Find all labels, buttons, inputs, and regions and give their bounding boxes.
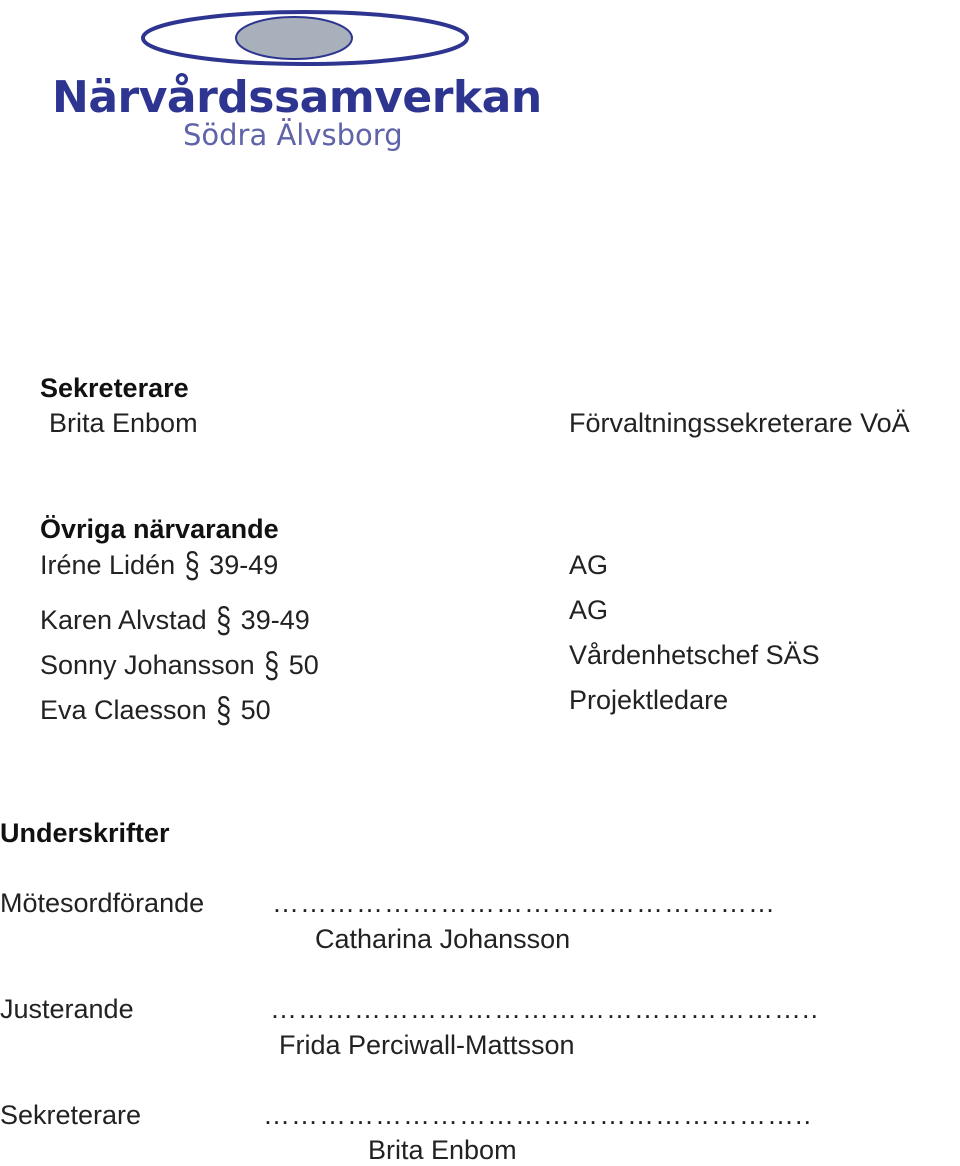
secretary-name: Brita Enbom — [49, 408, 198, 438]
section-symbol: § — [264, 644, 280, 686]
secretary-heading: Sekreterare — [40, 373, 189, 403]
secretary-title: Förvaltningssekreterare VoÄ — [569, 408, 910, 438]
attendee-name: Iréne Lidén — [40, 550, 176, 580]
attendee-paragraphs: 50 — [288, 650, 319, 680]
attendee-paragraphs: 50 — [240, 695, 271, 725]
signature-label: Mötesordförande — [0, 888, 205, 918]
signature-label: Justerande — [0, 994, 134, 1024]
section-symbol: § — [216, 599, 232, 641]
attendee-paragraphs: 39-49 — [240, 605, 310, 635]
signature-line: ………………………………………………….. — [263, 1100, 813, 1130]
section-symbol: § — [184, 544, 200, 586]
attendee-role: AG — [569, 595, 609, 625]
attendee-name: Eva Claesson — [40, 695, 207, 725]
logo — [0, 0, 600, 170]
signature-name: Frida Perciwall-Mattsson — [279, 1030, 575, 1060]
logo-subtitle: Södra Älvsborg — [183, 118, 403, 152]
signature-name: Brita Enbom — [368, 1135, 517, 1165]
attendee-row — [40, 599, 310, 641]
attendee-name: Karen Alvstad — [40, 605, 207, 635]
signature-line: ………………………………………………….. — [270, 994, 820, 1024]
attendee-row — [40, 544, 279, 586]
attendee-role: AG — [569, 550, 609, 580]
signature-label: Sekreterare — [0, 1100, 142, 1130]
attendee-row — [40, 689, 271, 731]
section-symbol: § — [216, 689, 232, 731]
attendee-name: Sonny Johansson — [40, 650, 255, 680]
signatures-heading: Underskrifter — [0, 818, 170, 848]
others-heading: Övriga närvarande — [40, 514, 279, 544]
attendee-role: Vårdenhetschef SÄS — [569, 640, 820, 670]
signature-name: Catharina Johansson — [315, 924, 571, 954]
logo-name: Närvårdssamverkan — [52, 72, 542, 123]
attendee-row — [40, 644, 319, 686]
logo-ellipses-icon — [0, 0, 600, 80]
signature-line: ……………………………………………… — [272, 888, 776, 918]
attendee-paragraphs: 39-49 — [209, 550, 279, 580]
attendee-role: Projektledare — [569, 685, 729, 715]
